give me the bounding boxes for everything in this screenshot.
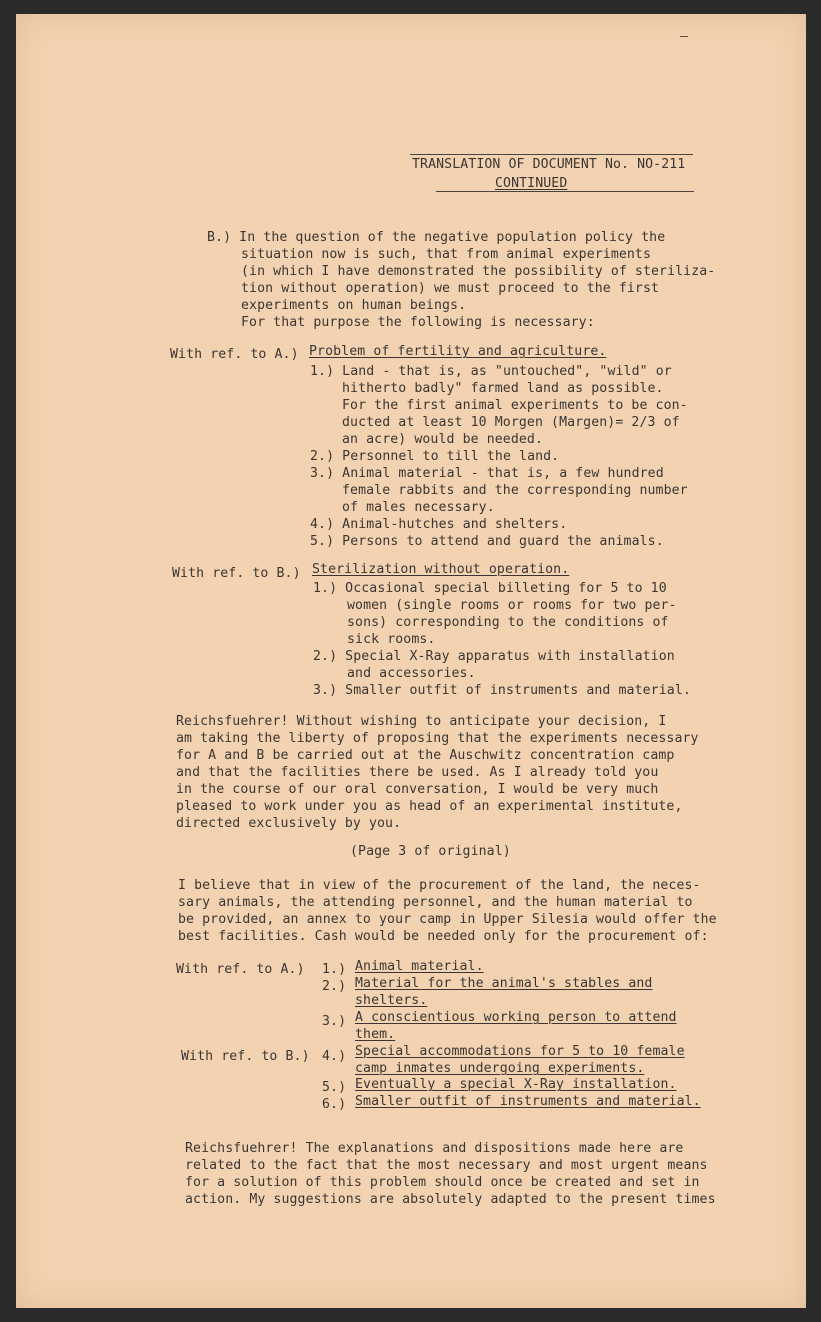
document-title: TRANSLATION OF DOCUMENT No. NO-211 bbox=[412, 157, 686, 172]
text-line: Reichsfuehrer! The explanations and dispositions made here are bbox=[185, 1141, 684, 1156]
text-line: tion without operation) we must proceed to the first bbox=[241, 281, 660, 296]
text-line: related to the fact that the most necessary and most urgent means bbox=[185, 1158, 708, 1173]
text-line: sary animals, the attending personnel, and the human material to bbox=[178, 895, 693, 910]
text-line: am taking the liberty of proposing that the experiments necessary bbox=[176, 731, 699, 746]
list-item-line: sick rooms. bbox=[347, 632, 436, 647]
list-item-line: 2.) Personnel to till the land. bbox=[310, 449, 560, 464]
list-item-line: Special accommodations for 5 to 10 female bbox=[355, 1044, 685, 1059]
list-number: 3.) bbox=[322, 1014, 347, 1029]
list-item-line: ducted at least 10 Morgen (Margen)= 2/3 of bbox=[342, 415, 680, 430]
list-item-line: of males necessary. bbox=[342, 500, 495, 515]
list-number: 4.) bbox=[322, 1049, 347, 1064]
section-heading: Problem of fertility and agriculture. bbox=[309, 344, 607, 359]
list-item-line: 1.) Land - that is, as "untouched", "wild" or bbox=[310, 364, 672, 379]
subtitle-rule bbox=[436, 191, 694, 192]
text-line: For that purpose the following is necessary: bbox=[241, 315, 595, 330]
list-item-line: an acre) would be needed. bbox=[342, 432, 543, 447]
ref-label: With ref. to B.) bbox=[172, 566, 301, 581]
list-item-line: female rabbits and the corresponding number bbox=[342, 483, 688, 498]
list-item-line: them. bbox=[355, 1027, 396, 1042]
list-item-line: 4.) Animal-hutches and shelters. bbox=[310, 517, 568, 532]
list-item-line: and accessories. bbox=[347, 666, 476, 681]
text-line: Reichsfuehrer! Without wishing to anticipate your decision, I bbox=[176, 714, 667, 729]
page-marker: (Page 3 of original) bbox=[350, 844, 511, 859]
list-item-line: Smaller outfit of instruments and material. bbox=[355, 1094, 701, 1109]
list-number: 2.) bbox=[322, 979, 347, 994]
text-line: pleased to work under you as head of an experimental institute, bbox=[176, 799, 683, 814]
section-heading: Sterilization without operation. bbox=[312, 562, 570, 577]
page-mark bbox=[680, 36, 688, 37]
list-number: 1.) bbox=[322, 962, 347, 977]
list-item-line: For the first animal experiments to be con- bbox=[342, 398, 688, 413]
text-line: (in which I have demonstrated the possibility of steriliza- bbox=[241, 264, 716, 279]
list-item-line: 1.) Occasional special billeting for 5 to 10 bbox=[313, 581, 667, 596]
list-item-line: 5.) Persons to attend and guard the animals. bbox=[310, 534, 664, 549]
text-line: situation now is such, that from animal experiments bbox=[241, 247, 652, 262]
list-item-line: sons) corresponding to the conditions of bbox=[347, 615, 669, 630]
text-line: experiments on human beings. bbox=[241, 298, 467, 313]
text-line: I believe that in view of the procurement of the land, the neces- bbox=[178, 878, 701, 893]
text-line: directed exclusively by you. bbox=[176, 816, 402, 831]
ref-label: With ref. to B.) bbox=[181, 1049, 310, 1064]
text-line: be provided, an annex to your camp in Upper Silesia would offer the bbox=[178, 912, 717, 927]
list-item-line: Eventually a special X-Ray installation. bbox=[355, 1077, 677, 1092]
list-item-line: 3.) Animal material - that is, a few hundred bbox=[310, 466, 664, 481]
text-line: for a solution of this problem should once be created and set in bbox=[185, 1175, 700, 1190]
list-item-line: camp inmates undergoing experiments. bbox=[355, 1061, 645, 1076]
list-item-line: hitherto badly" farmed land as possible. bbox=[342, 381, 664, 396]
text-line: and that the facilities there be used. As I already told you bbox=[176, 765, 659, 780]
text-line: B.) In the question of the negative population policy the bbox=[207, 230, 666, 245]
list-item-line: Material for the animal's stables and bbox=[355, 976, 653, 991]
list-item-line: women (single rooms or rooms for two per- bbox=[347, 598, 677, 613]
document-subtitle: CONTINUED bbox=[495, 176, 568, 191]
text-line: in the course of our oral conversation, I would be very much bbox=[176, 782, 659, 797]
list-item-line: 2.) Special X-Ray apparatus with installation bbox=[313, 649, 675, 664]
list-item-line: A conscientious working person to attend bbox=[355, 1010, 677, 1025]
text-line: action. My suggestions are absolutely adapted to the present times bbox=[185, 1192, 716, 1207]
text-line: for A and B be carried out at the Auschwitz concentration camp bbox=[176, 748, 675, 763]
list-number: 5.) bbox=[322, 1080, 347, 1095]
list-number: 6.) bbox=[322, 1097, 347, 1112]
ref-label: With ref. to A.) bbox=[170, 347, 299, 362]
ref-label: With ref. to A.) bbox=[176, 962, 305, 977]
list-item-line: shelters. bbox=[355, 993, 428, 1008]
text-line: best facilities. Cash would be needed only for the procurement of: bbox=[178, 929, 709, 944]
list-item-line: Animal material. bbox=[355, 959, 484, 974]
title-rule-top bbox=[410, 154, 693, 155]
list-item-line: 3.) Smaller outfit of instruments and material. bbox=[313, 683, 691, 698]
